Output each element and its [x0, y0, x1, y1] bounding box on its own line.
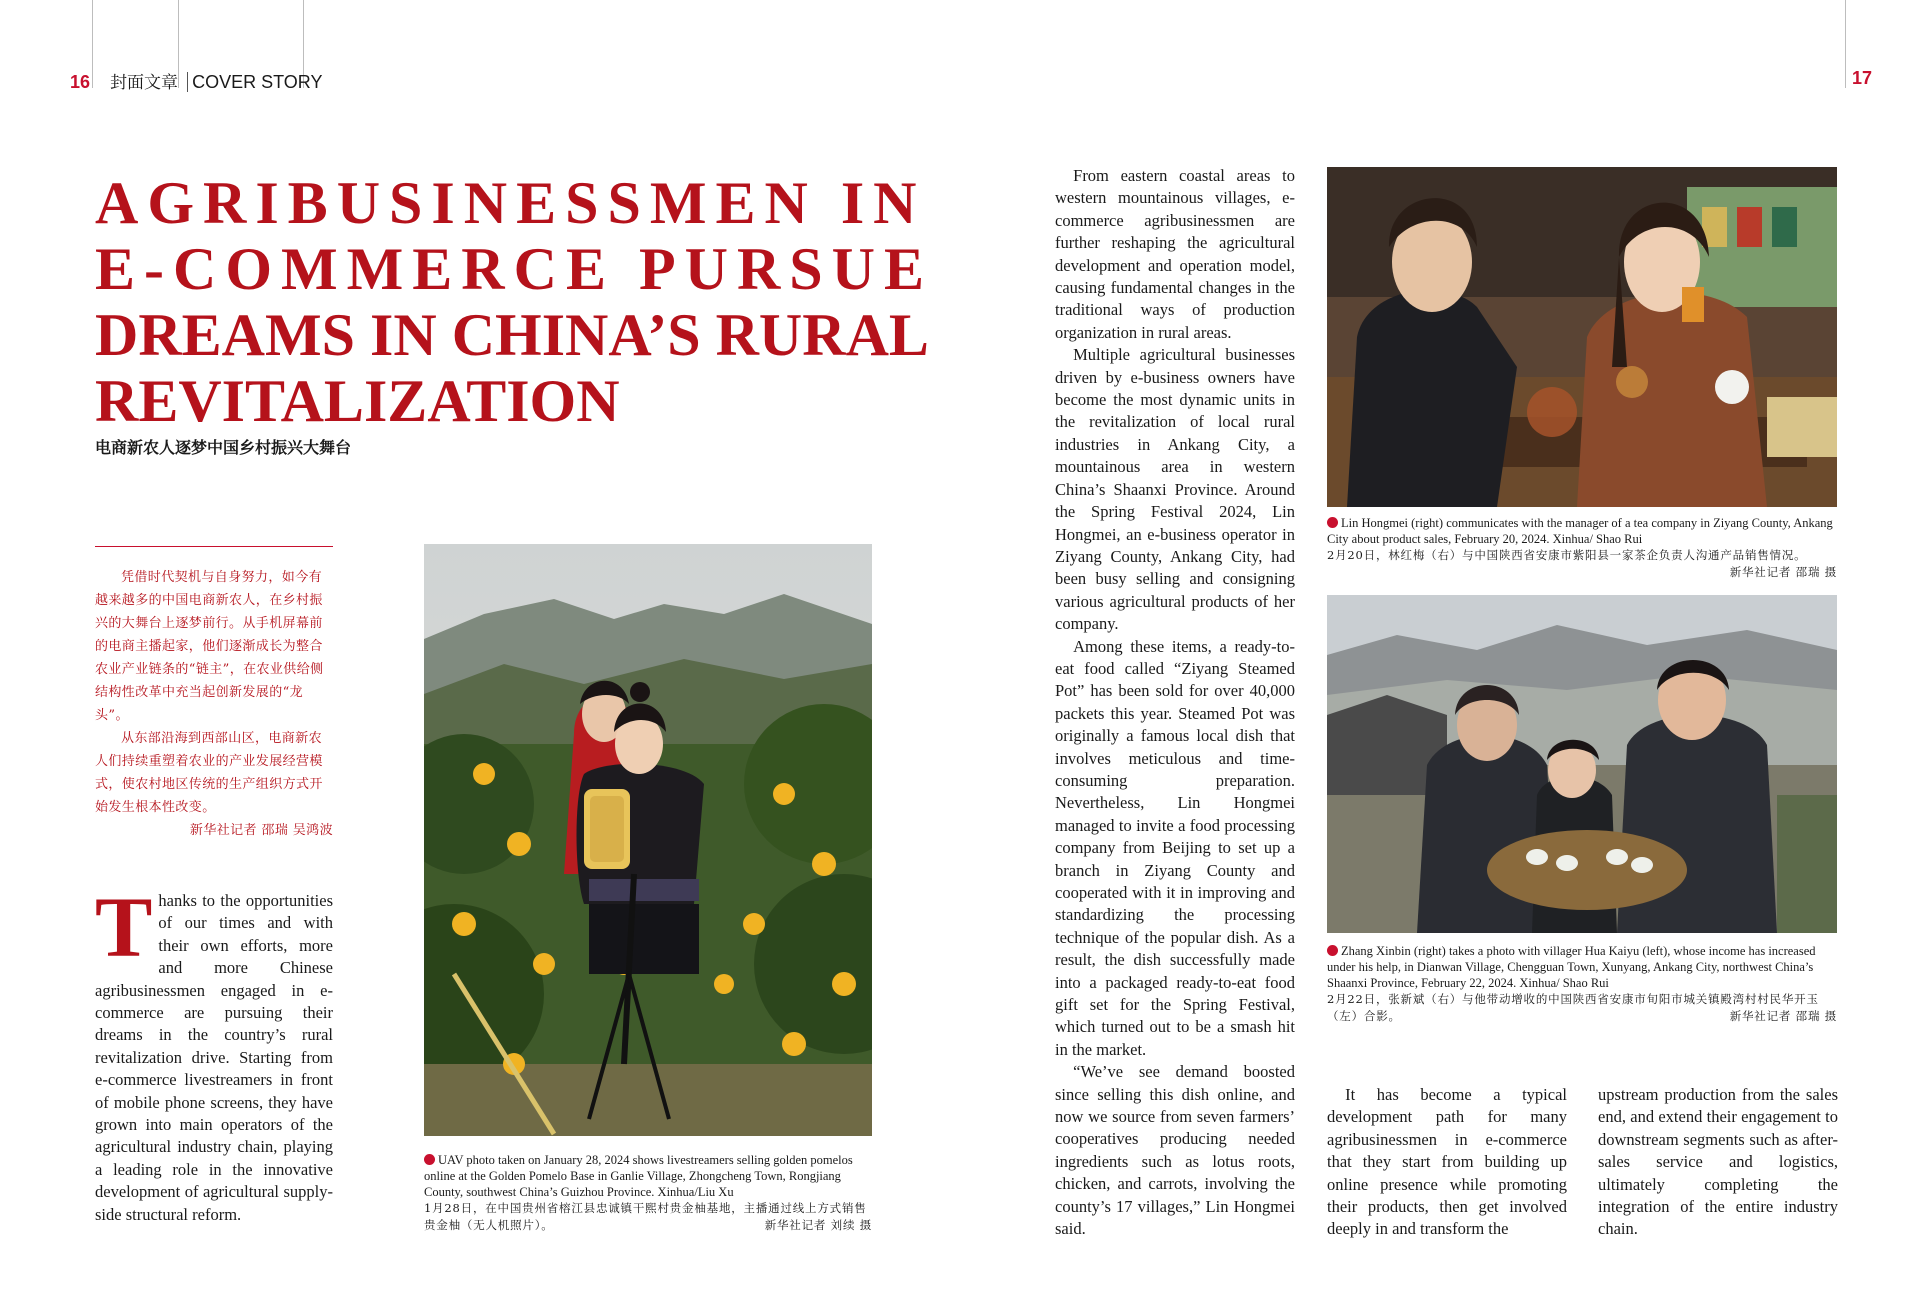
body-paragraph: Among these items, a ready-to-eat food called “Ziyang Steamed Pot” has been sold for over 40,000 packets this year. Steamed Pot was originally a famous local dish that involves meticulous and time-consuming preparation. Nevertheless, Lin Hongmei managed to invite a food processing company from Beijing to set up a branch in Ziyang County and cooperated with it in improving and standardizing the processing technique of the popular dish. As a result, the dish successfully made into a packaged ready-to-eat food gift set for the Spring Festival, which turned out to be a smash hit in the market. — [1055, 636, 1295, 1059]
body-paragraph: “We’ve see demand boosted since selling this dish online, and now we source from seven farmers’ cooperatives producing needed ingredients such as lotus roots, chicken, and carrots, involving the county’s 17 villages,” Lin Hongmei said. — [1055, 1062, 1295, 1239]
intro-cn-paragraph: 从东部沿海到西部山区，电商新农人们持续重塑着农业的产业发展经营模式，使农村地区传统的生产组织方式开始发生根本性改变。 — [95, 731, 323, 815]
photo-tea-meeting — [1327, 167, 1837, 507]
photo-village-family — [1327, 595, 1837, 933]
body-column-4 — [1598, 1084, 1838, 1241]
body-paragraph: It has become a typical development path for many agribusinessmen in e-commerce that they start from building up online presence while promoting their products, then get involved deeply in and transform the — [1327, 1085, 1567, 1239]
caption-tea — [1327, 515, 1837, 581]
section-label-cn: 封面文章 — [110, 73, 179, 93]
body-column-2 — [1055, 165, 1295, 1241]
title-line: DREAMS IN CHINA’S RURAL — [95, 302, 929, 368]
section-label-en: COVER STORY — [192, 72, 323, 92]
caption-pomelo — [424, 1152, 872, 1234]
body-column-3 — [1327, 1084, 1567, 1241]
caption-camera-icon — [1327, 517, 1338, 528]
page-number-right: 17 — [1852, 68, 1873, 88]
intro-cn — [95, 566, 333, 842]
caption-en: Zhang Xinbin (right) takes a photo with villager Hua Kaiyu (left), whose income has increased under his help, in Dianwan Village, Chengguan Town, Xunyang, Ankang City, northwest China’s Shaanxi Province, February 22, 2024. Xinhua/ Shao Rui — [1327, 944, 1816, 990]
running-header-left — [70, 68, 322, 93]
page-number-left: 16 — [70, 72, 91, 92]
caption-camera-icon — [424, 1154, 435, 1165]
caption-en: UAV photo taken on January 28, 2024 shows livestreamers selling golden pomelos online at the Golden Pomelo Base in Ganlie Village, Zhongcheng Town, Rongjiang County, southwest China’s Guizhou Province. Xinhua/Liu Xu — [424, 1153, 853, 1199]
body-paragraph: upstream production from the sales end, and extend their engagement to downstream segments such as after-sales service and logistics, ultimately completing the integration of the entire industry chain. — [1598, 1085, 1838, 1239]
caption-credit-zh: 新华社记者 邵瑞 摄 — [1729, 1009, 1837, 1023]
caption-credit-zh: 新华社记者 邵瑞 摄 — [1729, 565, 1837, 579]
body-paragraph: From eastern coastal areas to western mountainous villages, e-commerce agribusinessmen are further reshaping the agricultural development and operation model, causing fundamental changes in the traditional ways of production organization in rural areas. — [1055, 166, 1295, 342]
lead-column — [95, 879, 333, 1226]
photo-pomelo-livestream — [424, 544, 872, 1136]
caption-zh: 1月28日，在中国贵州省榕江县忠诚镇干熙村贵金柚基地，主播通过线上方式销售贵金柚（无人机照片）。 — [424, 1201, 867, 1232]
title-line: E-COMMERCE PURSUE — [95, 236, 933, 302]
title-line: REVITALIZATION — [95, 368, 620, 434]
top-rule — [1845, 0, 1846, 88]
article-title — [95, 170, 933, 434]
caption-zh: 2月22日，张新斌（右）与他带动增收的中国陕西省安康市旬阳市城关镇殿湾村村民华开玉（左）合影。 — [1327, 992, 1819, 1023]
article-subtitle-cn: 电商新农人逐梦中国乡村振兴大舞台 — [95, 438, 352, 457]
intro-cn-byline: 新华社记者 邵瑞 吴鸿波 — [189, 823, 333, 838]
caption-en: Lin Hongmei (right) communicates with the manager of a tea company in Ziyang County, Ankang City about product sales, February 20, 2024. Xinhua/ Shao Rui — [1327, 516, 1833, 546]
caption-credit-zh: 新华社记者 刘续 摄 — [764, 1218, 872, 1232]
intro-cn-paragraph: 凭借时代契机与自身努力，如今有越来越多的中国电商新农人，在乡村振兴的大舞台上逐梦前行。从手机屏幕前的电商主播起家，他们逐渐成长为整合农业产业链条的“链主”，在农业供给侧结构性改革中充当起创新发展的“龙头”。 — [95, 570, 324, 723]
intro-divider — [95, 546, 333, 547]
body-paragraph: Multiple agricultural businesses driven by e-business owners have become the most dynamic units in the revitalization of local rural industries in Ankang City, a mountainous area in western China’s Shaanxi Province. Around the Spring Festival 2024, Lin Hongmei, an e-business operator in Ziyang County, Ankang City, had been busy selling and consigning various agricultural products of her company. — [1055, 345, 1295, 634]
lead-paragraph: hanks to the opportunities of our times and with their own efforts, more and more Chinese agribusinessmen engaged in e-commerce are pursuing their dreams in the country’s rural revitalization drive. Starting from e-commerce livestreamers in front of mobile phone screens, they have grown into main operators of the agricultural industry chain, playing a leading role in the innovative development of agricultural supply-side structural reform. — [95, 891, 333, 1224]
title-line: AGRIBUSINESSMEN IN — [95, 170, 926, 236]
caption-camera-icon — [1327, 945, 1338, 956]
caption-zh: 2月20日，林红梅（右）与中国陕西省安康市紫阳县一家茶企负责人沟通产品销售情况。 — [1327, 548, 1807, 562]
caption-village — [1327, 943, 1837, 1025]
drop-cap: T — [95, 879, 153, 975]
